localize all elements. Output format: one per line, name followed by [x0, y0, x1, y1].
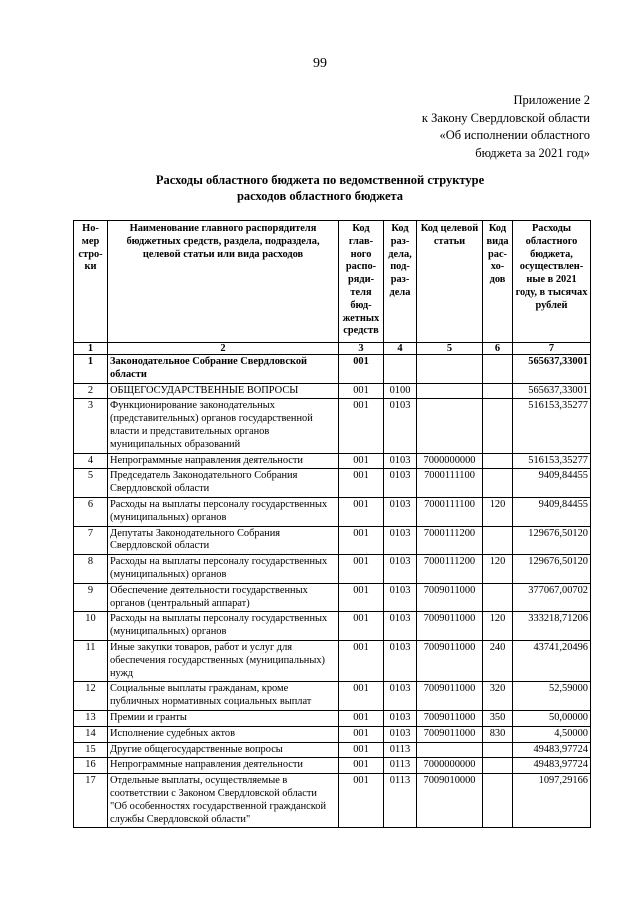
row-number: 14 — [74, 726, 108, 742]
row-amount: 52,59000 — [513, 682, 591, 711]
table-header-row — [74, 221, 591, 343]
row-name: Иные закупки товаров, работ и услуг для обеспечения государственных (муниципальных) нужд — [108, 640, 339, 681]
row-expense-type-code — [483, 526, 513, 555]
row-grbs-code: 001 — [339, 682, 384, 711]
table-row — [74, 758, 591, 774]
row-section-code: 0103 — [384, 399, 417, 453]
row-section-code: 0103 — [384, 710, 417, 726]
row-number: 8 — [74, 555, 108, 584]
row-section-code: 0103 — [384, 583, 417, 612]
row-name: Функционирование законодательных (представительных) органов государственной власти и представительных органов муниципальных образований — [108, 399, 339, 453]
row-amount: 1097,29166 — [513, 774, 591, 828]
column-number: 5 — [417, 343, 483, 355]
table-row — [74, 640, 591, 681]
row-section-code: 0103 — [384, 453, 417, 469]
header-grbs-code: Код глав-ного распо-ряди-теля бюд-жетных средств — [339, 221, 384, 343]
column-number: 1 — [74, 343, 108, 355]
row-section-code — [384, 355, 417, 384]
row-expense-type-code: 350 — [483, 710, 513, 726]
row-number: 4 — [74, 453, 108, 469]
row-grbs-code: 001 — [339, 774, 384, 828]
table-row — [74, 682, 591, 711]
table-row — [74, 726, 591, 742]
table-row — [74, 399, 591, 453]
row-grbs-code: 001 — [339, 758, 384, 774]
row-grbs-code: 001 — [339, 726, 384, 742]
row-number: 6 — [74, 497, 108, 526]
row-target-code: 7009011000 — [417, 612, 483, 641]
row-grbs-code: 001 — [339, 742, 384, 758]
row-number: 15 — [74, 742, 108, 758]
column-number: 3 — [339, 343, 384, 355]
row-expense-type-code — [483, 469, 513, 498]
row-section-code: 0100 — [384, 383, 417, 399]
row-name: Другие общегосударственные вопросы — [108, 742, 339, 758]
table-row — [74, 383, 591, 399]
row-name: Обеспечение деятельности государственных органов (центральный аппарат) — [108, 583, 339, 612]
header-section-code: Код раз-дела, под-раз-дела — [384, 221, 417, 343]
row-name: Непрограммные направления деятельности — [108, 453, 339, 469]
row-grbs-code: 001 — [339, 555, 384, 584]
table-row — [74, 774, 591, 828]
row-target-code: 7000111200 — [417, 555, 483, 584]
row-expense-type-code — [483, 383, 513, 399]
row-grbs-code: 001 — [339, 399, 384, 453]
row-grbs-code: 001 — [339, 710, 384, 726]
row-name: Расходы на выплаты персоналу государственных (муниципальных) органов — [108, 497, 339, 526]
row-number: 13 — [74, 710, 108, 726]
row-expense-type-code: 120 — [483, 497, 513, 526]
row-amount: 129676,50120 — [513, 555, 591, 584]
row-target-code: 7009011000 — [417, 640, 483, 681]
budget-table-body — [74, 355, 591, 828]
row-name: Расходы на выплаты персоналу государственных (муниципальных) органов — [108, 612, 339, 641]
row-expense-type-code — [483, 583, 513, 612]
row-number: 17 — [74, 774, 108, 828]
appendix-line: к Закону Свердловской области — [421, 110, 590, 125]
row-expense-type-code — [483, 453, 513, 469]
row-name: Непрограммные направления деятельности — [108, 758, 339, 774]
row-expense-type-code — [483, 774, 513, 828]
row-amount: 333218,71206 — [513, 612, 591, 641]
row-target-code: 7009011000 — [417, 583, 483, 612]
row-target-code: 7009011000 — [417, 710, 483, 726]
row-amount: 516153,35277 — [513, 453, 591, 469]
row-section-code: 0113 — [384, 742, 417, 758]
row-expense-type-code — [483, 399, 513, 453]
row-grbs-code: 001 — [339, 453, 384, 469]
row-target-code: 7000111100 — [417, 497, 483, 526]
row-amount: 49483,97724 — [513, 742, 591, 758]
row-number: 3 — [74, 399, 108, 453]
row-section-code: 0103 — [384, 640, 417, 681]
row-grbs-code: 001 — [339, 526, 384, 555]
row-expense-type-code — [483, 758, 513, 774]
row-section-code: 0113 — [384, 774, 417, 828]
table-row — [74, 469, 591, 498]
row-target-code: 7000000000 — [417, 758, 483, 774]
row-target-code — [417, 399, 483, 453]
row-section-code: 0103 — [384, 682, 417, 711]
table-row — [74, 583, 591, 612]
row-name: Социальные выплаты гражданам, кроме публичных нормативных социальных выплат — [108, 682, 339, 711]
row-expense-type-code — [483, 355, 513, 384]
table-row — [74, 742, 591, 758]
row-target-code: 7000000000 — [417, 453, 483, 469]
row-expense-type-code: 240 — [483, 640, 513, 681]
appendix-block — [422, 92, 590, 162]
row-name: Председатель Законодательного Собрания Свердловской области — [108, 469, 339, 498]
budget-table — [73, 220, 591, 828]
row-grbs-code: 001 — [339, 583, 384, 612]
table-row — [74, 497, 591, 526]
row-grbs-code: 001 — [339, 497, 384, 526]
row-section-code: 0103 — [384, 612, 417, 641]
row-name: Премии и гранты — [108, 710, 339, 726]
row-number: 16 — [74, 758, 108, 774]
row-target-code: 7009011000 — [417, 726, 483, 742]
document-title — [0, 172, 640, 204]
row-expense-type-code: 120 — [483, 555, 513, 584]
appendix-line: бюджета за 2021 год» — [475, 145, 590, 160]
title-line-2: расходов областного бюджета — [236, 189, 404, 203]
row-number: 2 — [74, 383, 108, 399]
appendix-line: Приложение 2 — [513, 93, 590, 107]
row-target-code: 7000111200 — [417, 526, 483, 555]
row-grbs-code: 001 — [339, 612, 384, 641]
row-number: 9 — [74, 583, 108, 612]
row-amount: 9409,84455 — [513, 497, 591, 526]
row-amount: 516153,35277 — [513, 399, 591, 453]
row-name: Законодательное Собрание Свердловской области — [108, 355, 339, 384]
header-target-code: Код целевой статьи — [417, 221, 483, 343]
row-expense-type-code: 120 — [483, 612, 513, 641]
row-name: Расходы на выплаты персоналу государственных (муниципальных) органов — [108, 555, 339, 584]
row-amount: 49483,97724 — [513, 758, 591, 774]
table-row — [74, 355, 591, 384]
column-number: 6 — [483, 343, 513, 355]
header-amount: Расходы областного бюджета, осуществлен-ные в 2021 году, в тысячах рублей — [513, 221, 591, 343]
row-grbs-code: 001 — [339, 640, 384, 681]
row-target-code: 7009011000 — [417, 682, 483, 711]
row-amount: 565637,33001 — [513, 355, 591, 384]
row-section-code: 0113 — [384, 758, 417, 774]
table-row — [74, 612, 591, 641]
row-target-code — [417, 383, 483, 399]
row-amount: 50,00000 — [513, 710, 591, 726]
column-number: 2 — [108, 343, 339, 355]
row-name: ОБЩЕГОСУДАРСТВЕННЫЕ ВОПРОСЫ — [108, 383, 339, 399]
column-number: 7 — [513, 343, 591, 355]
row-section-code: 0103 — [384, 469, 417, 498]
row-section-code: 0103 — [384, 497, 417, 526]
row-expense-type-code: 830 — [483, 726, 513, 742]
row-target-code: 7000111100 — [417, 469, 483, 498]
row-number: 7 — [74, 526, 108, 555]
row-section-code: 0103 — [384, 726, 417, 742]
row-name: Депутаты Законодательного Собрания Свердловской области — [108, 526, 339, 555]
column-number-row — [74, 343, 591, 355]
row-section-code: 0103 — [384, 526, 417, 555]
header-row-number: Но-мер стро-ки — [74, 221, 108, 343]
row-number: 11 — [74, 640, 108, 681]
row-target-code — [417, 355, 483, 384]
row-grbs-code: 001 — [339, 355, 384, 384]
row-target-code — [417, 742, 483, 758]
row-amount: 377067,00702 — [513, 583, 591, 612]
column-number: 4 — [384, 343, 417, 355]
row-amount: 565637,33001 — [513, 383, 591, 399]
table-row — [74, 555, 591, 584]
row-name: Исполнение судебных актов — [108, 726, 339, 742]
table-row — [74, 453, 591, 469]
row-amount: 43741,20496 — [513, 640, 591, 681]
row-target-code: 7009010000 — [417, 774, 483, 828]
row-expense-type-code — [483, 742, 513, 758]
row-number: 5 — [74, 469, 108, 498]
table-row — [74, 526, 591, 555]
page-number: 99 — [313, 56, 327, 71]
row-name: Отдельные выплаты, осуществляемые в соответствии с Законом Свердловской области "Об особенностях государственной гражданской службы Свердловской области" — [108, 774, 339, 828]
row-expense-type-code: 320 — [483, 682, 513, 711]
row-amount: 9409,84455 — [513, 469, 591, 498]
row-grbs-code: 001 — [339, 469, 384, 498]
row-amount: 129676,50120 — [513, 526, 591, 555]
row-number: 10 — [74, 612, 108, 641]
table-row — [74, 710, 591, 726]
row-grbs-code: 001 — [339, 383, 384, 399]
row-number: 1 — [74, 355, 108, 384]
header-name: Наименование главного распорядителя бюджетных средств, раздела, подраздела, целевой статьи или вида расходов — [108, 221, 339, 343]
row-amount: 4,50000 — [513, 726, 591, 742]
row-number: 12 — [74, 682, 108, 711]
header-expense-type-code: Код вида рас-хо-дов — [483, 221, 513, 343]
title-line-1: Расходы областного бюджета по ведомственной структуре — [155, 173, 485, 187]
row-section-code: 0103 — [384, 555, 417, 584]
appendix-line: «Об исполнении областного — [439, 128, 590, 142]
